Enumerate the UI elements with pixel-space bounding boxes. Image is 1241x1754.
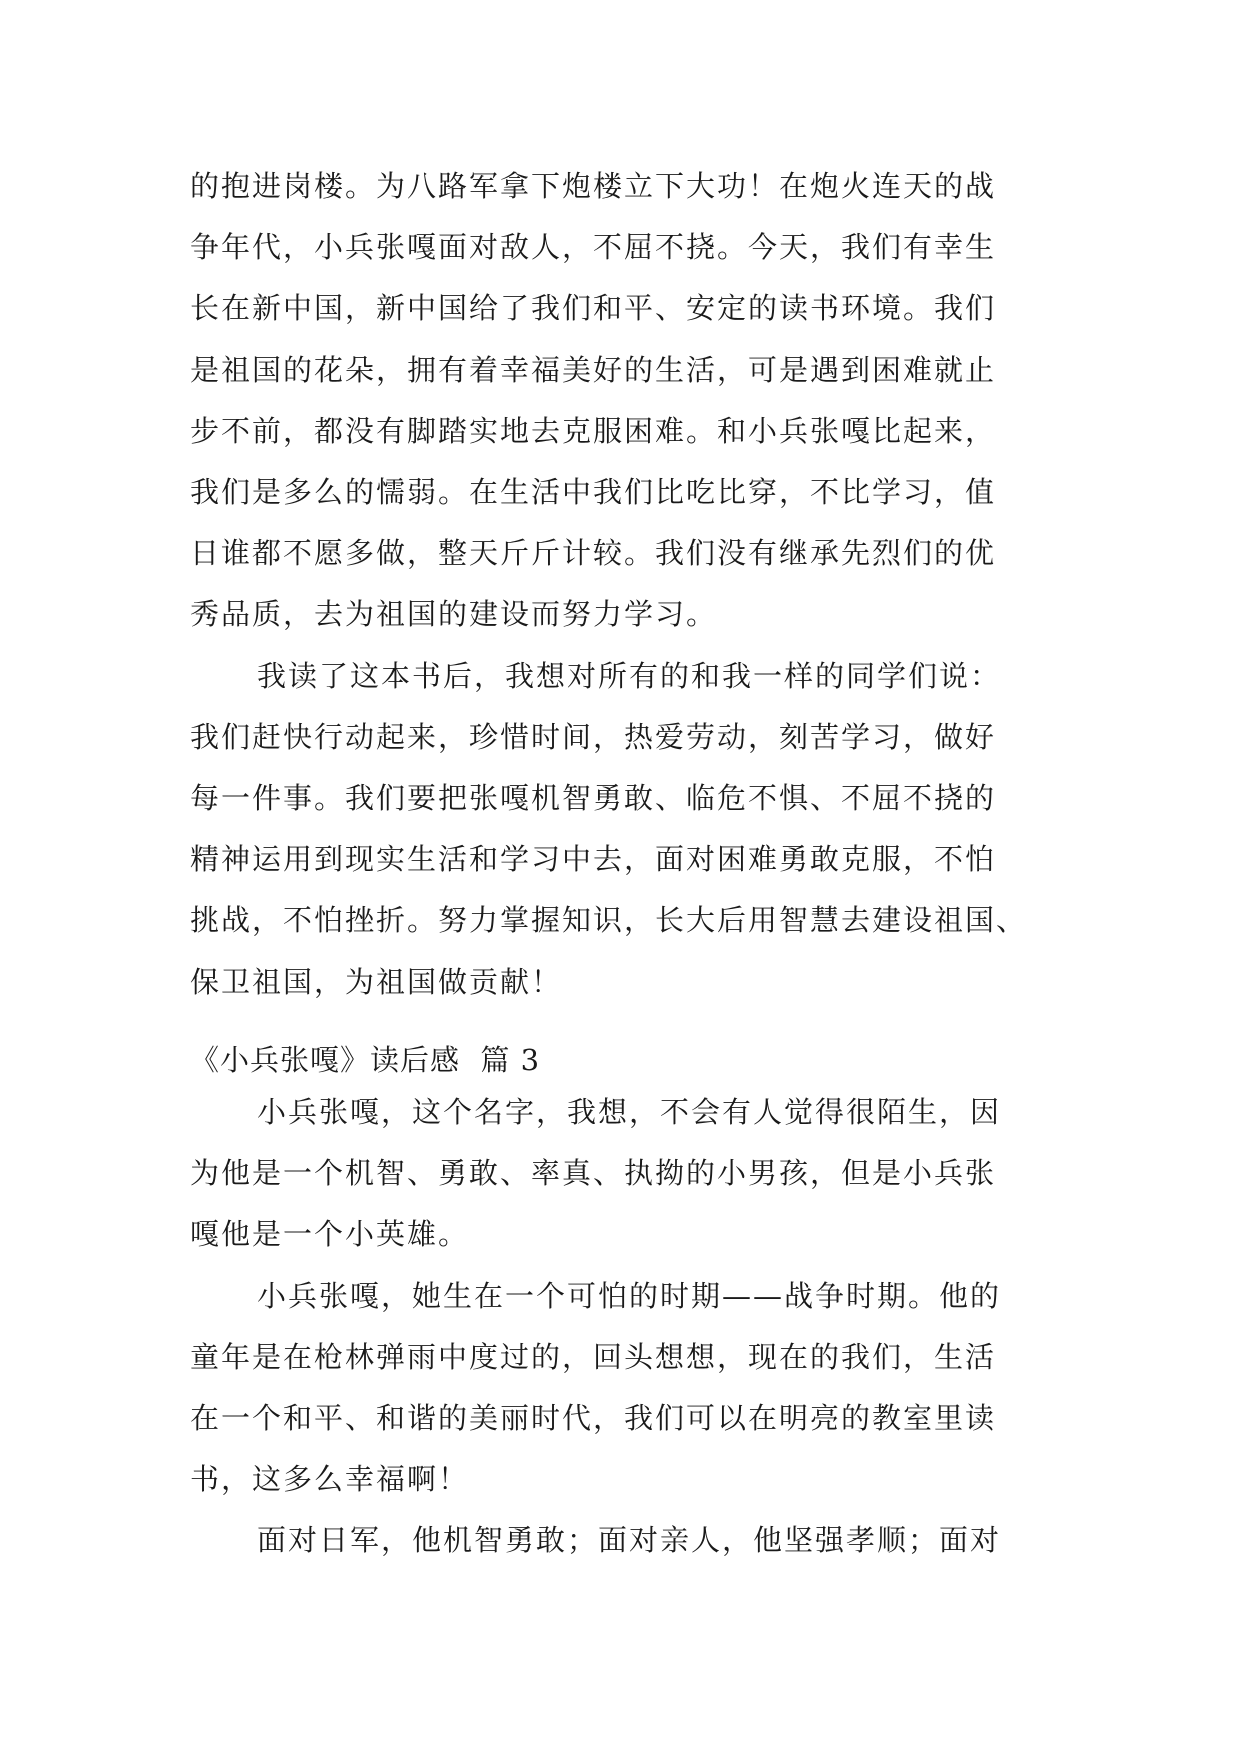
text-line: 争年代，小兵张嘎面对敌人，不屈不挠。今天，我们有幸生 [190,230,997,265]
paragraph [190,1510,1050,1571]
text-line: 精神运用到现实生活和学习中去，面对困难勇敢克服，不怕 [190,842,997,877]
text-line: 童年是在枪林弹雨中度过的，回头想想，现在的我们，生活 [190,1339,997,1374]
text-line: 保卫祖国，为祖国做贡献！ [190,964,563,999]
text-line: 秀品质，去为祖国的建设而努力学习。 [190,597,718,632]
text-line: 每一件事。我们要把张嘎机智勇敢、临危不惧、不屈不挠的 [190,781,997,816]
text-line: 在一个和平、和谐的美丽时代，我们可以在明亮的教室里读 [190,1401,997,1436]
text-line: 我们赶快行动起来，珍惜时间，热爱劳动，刻苦学习，做好 [190,719,997,754]
paragraph [190,156,1050,646]
text-line: 长在新中国，新中国给了我们和平、安定的读书环境。我们 [190,291,997,326]
text-line: 小兵张嘎，这个名字，我想，不会有人觉得很陌生，因 [257,1095,1002,1129]
text-line: 步不前，都没有脚踏实地去克服困难。和小兵张嘎比起来， [190,413,997,448]
paragraph [190,1082,1050,1266]
paragraph [190,1266,1050,1511]
section-2-body [190,1082,1050,1572]
text-line: 日谁都不愿多做，整天斤斤计较。我们没有继承先烈们的优 [190,536,997,571]
text-line: 小兵张嘎，她生在一个可怕的时期——战争时期。他的 [257,1278,1002,1313]
text-line: 嘎他是一个小英雄。 [190,1217,470,1252]
paragraph [190,646,1050,1013]
text-line: 面对日军，他机智勇敢；面对亲人，他坚强孝顺；面对 [257,1523,1002,1558]
text-line: 我读了这本书后，我想对所有的和我一样的同学们说： [257,658,1002,693]
text-line: 为他是一个机智、勇敢、率真、执拗的小男孩，但是小兵张 [190,1156,997,1191]
text-line: 书，这多么幸福啊！ [190,1462,470,1497]
text-line: 我们是多么的懦弱。在生活中我们比吃比穿，不比学习，值 [190,475,997,510]
text-line: 挑战，不怕挫折。努力掌握知识，长大后用智慧去建设祖国、 [190,903,1028,938]
text-line: 是祖国的花朵，拥有着幸福美好的生活，可是遇到困难就止 [190,352,997,387]
text-line: 的抱进岗楼。为八路军拿下炮楼立下大功！在炮火连天的战 [190,169,997,203]
section-heading: 《小兵张嘎》读后感 篇 3 [190,1043,541,1077]
section-1-body [190,156,1050,1013]
